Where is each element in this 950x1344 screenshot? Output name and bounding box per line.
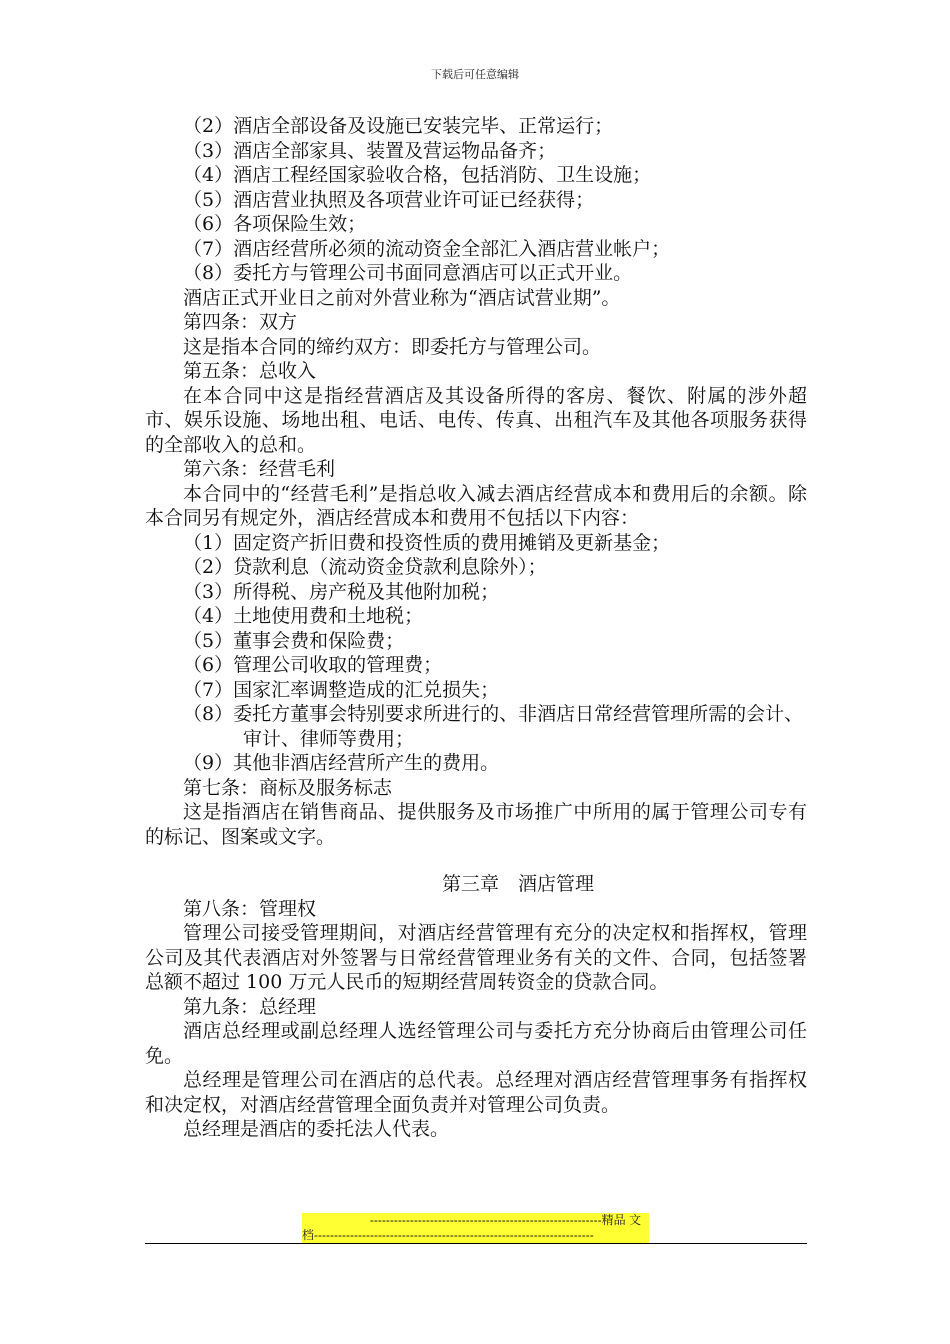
exclusion-item-4: （4）土地使用费和土地税； — [183, 605, 424, 627]
article-9-text-3: 总经理是酒店的委托法人代表。 — [183, 1118, 450, 1140]
exclusion-item-2: （2）贷款利息（流动资金贷款利息除外）； — [183, 556, 547, 578]
page-header: 下载后可任意编辑 — [431, 68, 519, 81]
condition-item-7: （7）酒店经营所必须的流动资金全部汇入酒店营业帐户； — [183, 237, 671, 260]
condition-item-2: （2）酒店全部设备及设施已安装完毕、正常运行； — [183, 115, 614, 137]
article-4-text: 这是指本合同的缔约双方：即委托方与管理公司。 — [183, 335, 602, 358]
article-9-text-1: 酒店总经理或副总经理人选经管理公司与委托方充分协商后由管理公司任免。 — [145, 1020, 807, 1067]
article-6-heading: 第六条：经营毛利 — [183, 458, 336, 480]
document-body — [145, 114, 807, 1142]
exclusion-item-8: （8）委托方董事会特别要求所进行的、非酒店日常经营管理所需的会计、审计、律师等费用； — [183, 703, 804, 750]
exclusion-item-3: （3）所得税、房产税及其他附加税； — [183, 580, 500, 603]
article-8-heading: 第八条：管理权 — [183, 897, 317, 920]
footer-watermark — [302, 1213, 649, 1243]
footer-watermark-line-1: ----------------------------------------------------------精品 文 — [369, 1213, 641, 1227]
exclusion-item-9: （9）其他非酒店经营所产生的费用。 — [183, 752, 500, 774]
footer-watermark-line-2: 档---------------------------------------------------------------------- — [302, 1228, 594, 1242]
article-4-heading: 第四条：双方 — [183, 311, 298, 333]
article-9-heading: 第九条：总经理 — [183, 995, 317, 1018]
article-8-text: 管理公司接受管理期间，对酒店经营管理有充分的决定权和指挥权，管理公司及其代表酒店对外签署与日常经营管理业务有关的文件、合同，包括签署总额不超过 100 万元人民币的短期经营周转资金的贷款合同。 — [145, 922, 807, 993]
article-9-text-2: 总经理是管理公司在酒店的总代表。总经理对酒店经营管理事务有指挥权和决定权，对酒店经营管理全面负责并对管理公司负责。 — [145, 1069, 807, 1116]
article-7-text: 这是指酒店在销售商品、提供服务及市场推广中所用的属于管理公司专有的标记、图案或文字。 — [145, 801, 807, 848]
footer-divider — [145, 1243, 807, 1244]
trial-period-paragraph: 酒店正式开业日之前对外营业称为“酒店试营业期”。 — [183, 286, 621, 309]
article-6-text: 本合同中的“经营毛利”是指总收入减去酒店经营成本和费用后的余额。除本合同另有规定外，酒店经营成本和费用不包括以下内容： — [145, 482, 807, 529]
article-5-text: 在本合同中这是指经营酒店及其设备所得的客房、餐饮、附属的涉外超市、娱乐设施、场地出租、电话、电传、传真、出租汽车及其他各项服务获得的全部收入的总和。 — [145, 384, 807, 456]
exclusion-item-7: （7）国家汇率调整造成的汇兑损失； — [183, 678, 500, 701]
chapter-3-title: 第三章 酒店管理 — [442, 873, 595, 895]
exclusion-item-6: （6）管理公司收取的管理费； — [183, 654, 443, 676]
condition-item-8: （8）委托方与管理公司书面同意酒店可以正式开业。 — [183, 262, 633, 284]
condition-item-3: （3）酒店全部家具、装置及营运物品备齐； — [183, 139, 557, 162]
condition-item-4: （4）酒店工程经国家验收合格，包括消防、卫生设施； — [183, 164, 652, 186]
exclusion-item-1: （1）固定资产折旧费和投资性质的费用摊销及更新基金； — [183, 531, 671, 554]
exclusion-item-5: （5）董事会费和保险费； — [183, 629, 405, 652]
condition-item-6: （6）各项保险生效； — [183, 213, 367, 235]
condition-item-5: （5）酒店营业执照及各项营业许可证已经获得； — [183, 188, 595, 211]
article-5-heading: 第五条：总收入 — [183, 360, 317, 382]
article-7-heading: 第七条：商标及服务标志 — [183, 776, 393, 799]
